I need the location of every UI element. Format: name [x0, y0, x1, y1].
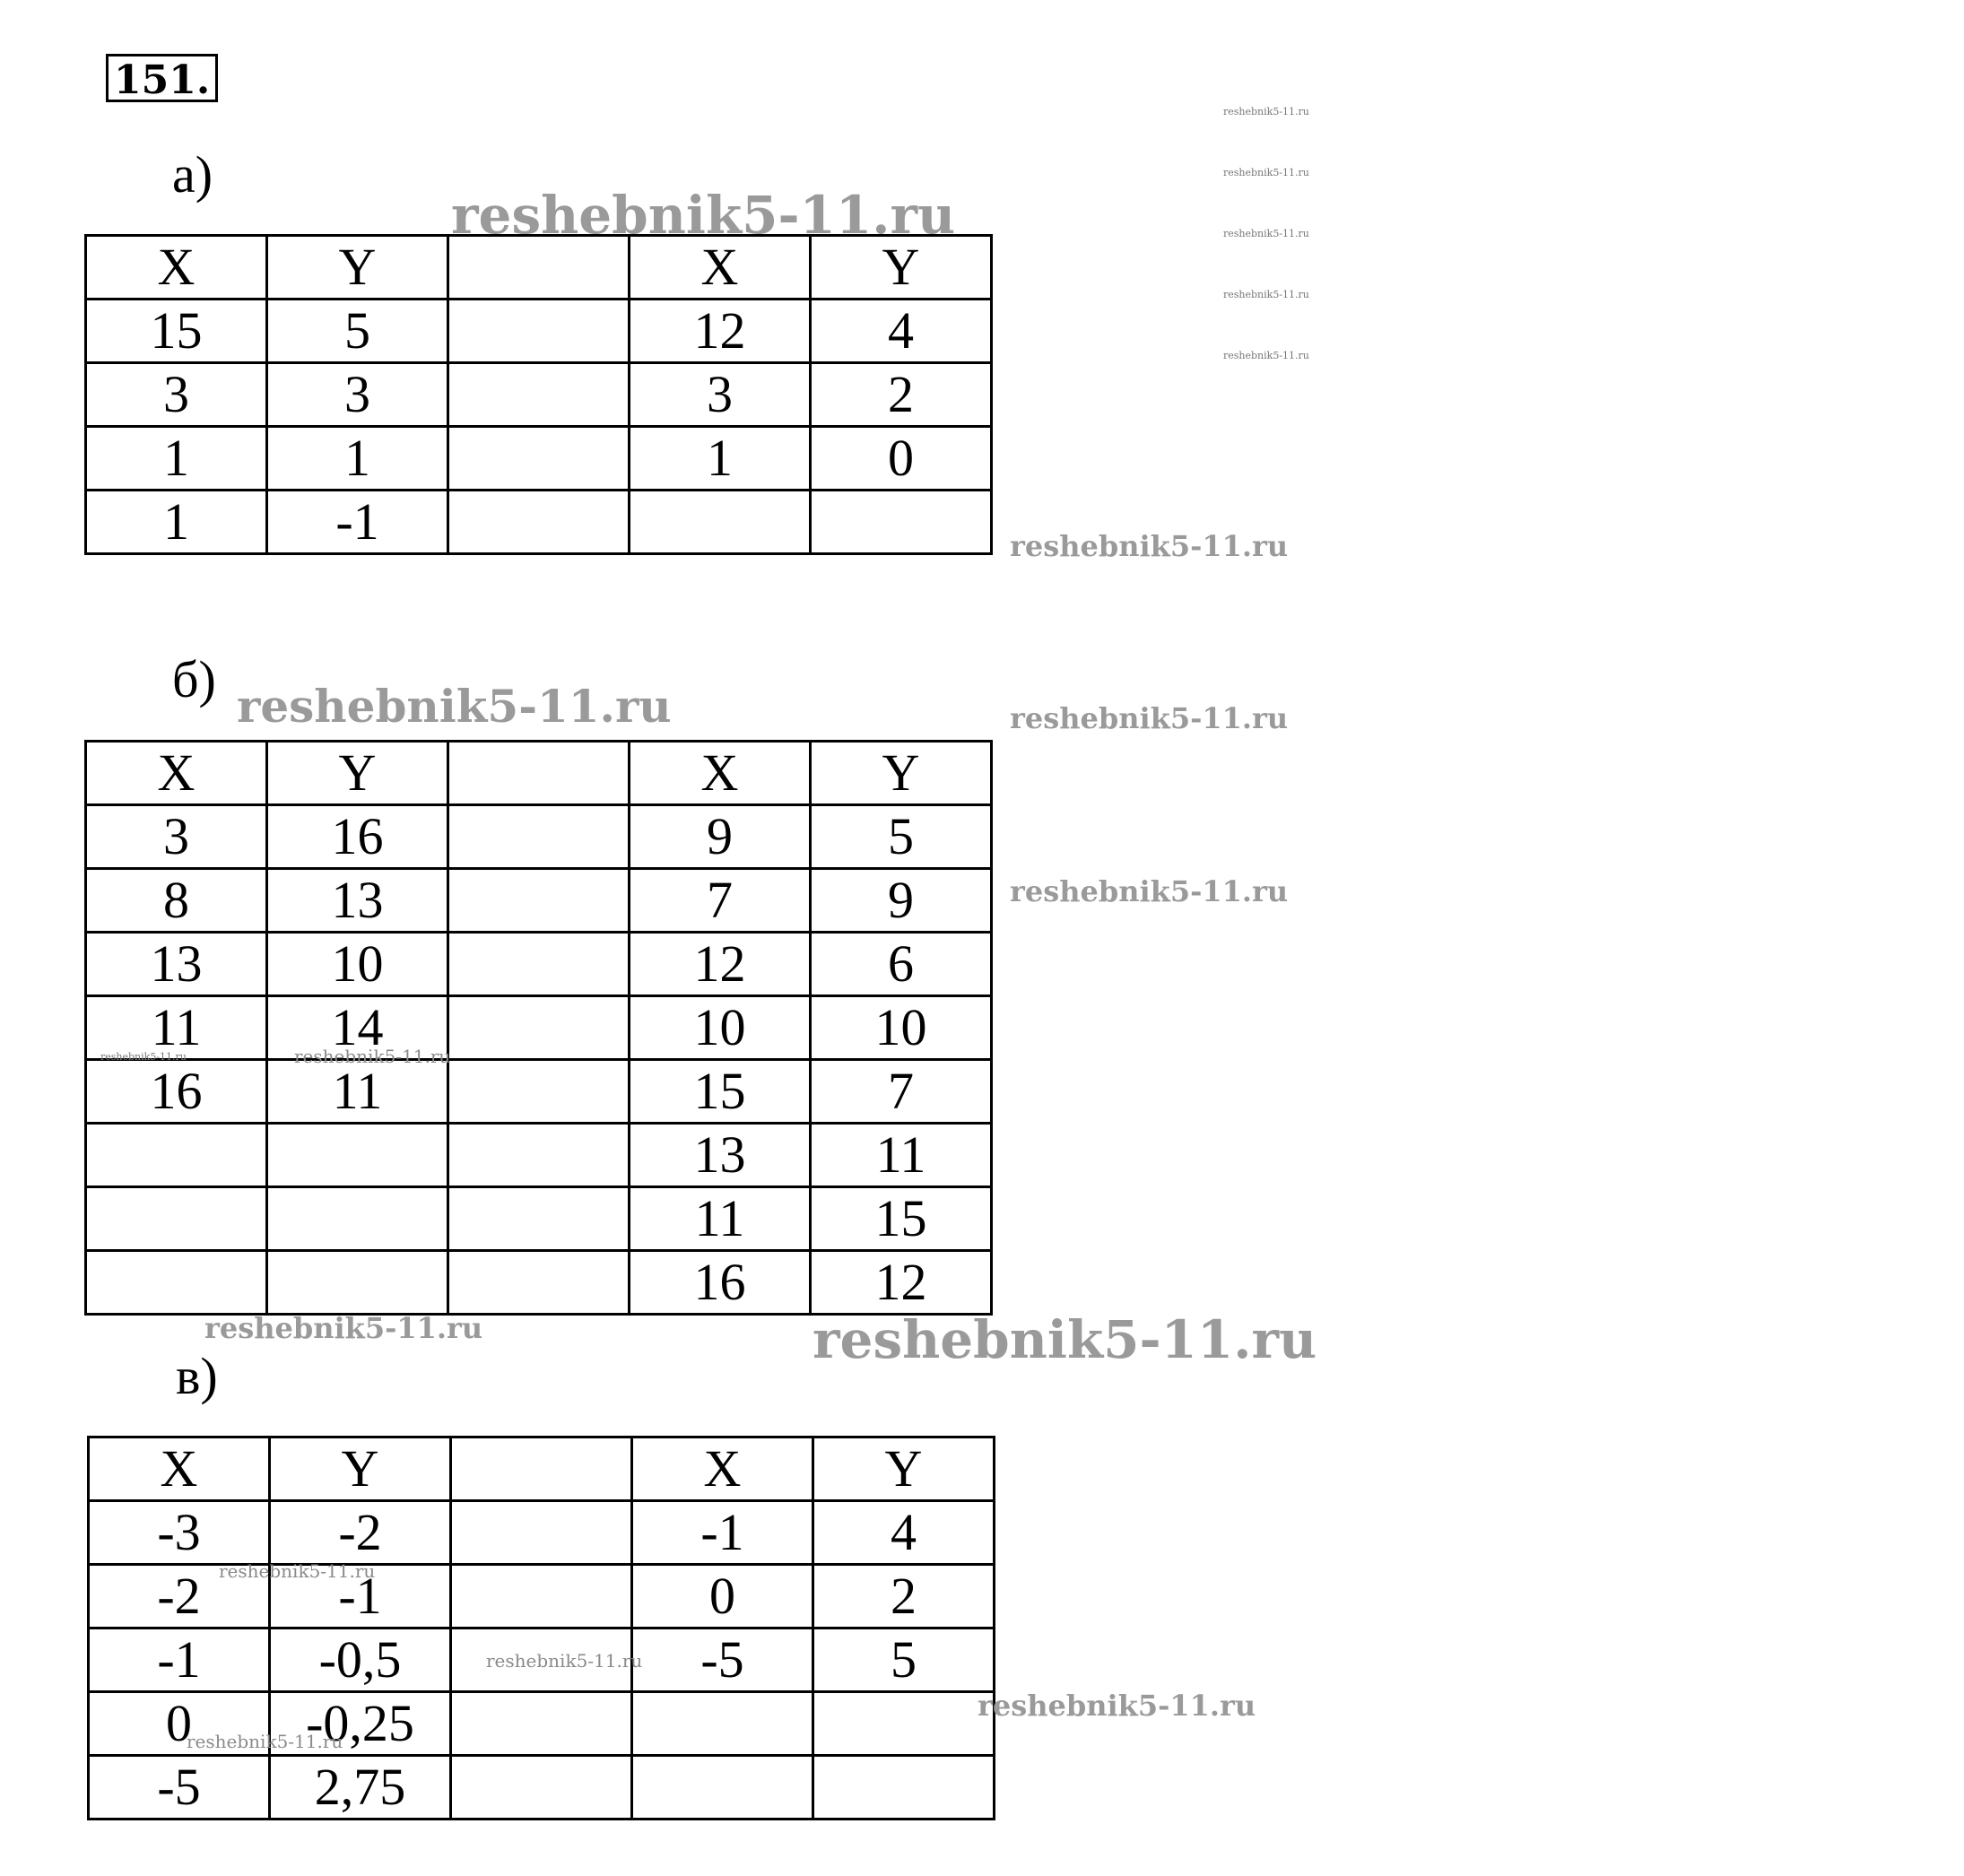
table-cell: [448, 1251, 630, 1315]
table-cell: 4: [813, 1501, 995, 1565]
part-label-b: б): [172, 650, 216, 708]
table-cell: 3: [86, 805, 267, 869]
table-cell: -2: [89, 1565, 270, 1628]
table-cell: 4: [811, 300, 992, 363]
table-header-cell: Y: [267, 742, 448, 805]
table-cell: [632, 1692, 813, 1756]
table-cell: [448, 491, 630, 554]
table-cell: -3: [89, 1501, 270, 1565]
table-cell: [448, 805, 630, 869]
table-cell: -5: [632, 1628, 813, 1692]
table-cell: 0: [89, 1692, 270, 1756]
table-row: [86, 1124, 992, 1187]
watermark: reshebnik5-11.ru: [1010, 529, 1289, 563]
table-row: [86, 491, 992, 554]
table-cell: [632, 1756, 813, 1820]
table-cell: 13: [86, 933, 267, 996]
table-cell: 9: [630, 805, 811, 869]
table-header-cell: X: [630, 742, 811, 805]
table-cell: 10: [811, 996, 992, 1060]
table-row: [89, 1501, 995, 1565]
watermark: reshebnik5-11.ru: [1223, 289, 1309, 300]
table-row: [89, 1756, 995, 1820]
watermark: reshebnik5-11.ru: [813, 1309, 1317, 1370]
table-cell: -1: [267, 491, 448, 554]
watermark: reshebnik5-11.ru: [1223, 167, 1309, 178]
table-cell: -0,25: [270, 1692, 451, 1756]
table-cell: 13: [267, 869, 448, 933]
table-cell: 12: [630, 300, 811, 363]
watermark: reshebnik5-11.ru: [1223, 228, 1309, 239]
watermark: reshebnik5-11.ru: [1010, 701, 1289, 735]
table-cell: 0: [632, 1565, 813, 1628]
table-cell: 2: [811, 363, 992, 427]
table-cell: [267, 1251, 448, 1315]
table-header-cell: X: [86, 236, 267, 300]
table-cell: 16: [630, 1251, 811, 1315]
table-cell: -5: [89, 1756, 270, 1820]
table-cell: 9: [811, 869, 992, 933]
table-v: [87, 1436, 995, 1820]
table-cell: [451, 1501, 632, 1565]
table-cell: -2: [270, 1501, 451, 1565]
table-cell: [86, 1124, 267, 1187]
table-cell: [451, 1692, 632, 1756]
table-cell: 15: [630, 1060, 811, 1124]
table-cell: [267, 1124, 448, 1187]
table-row: [86, 869, 992, 933]
table-cell: [630, 491, 811, 554]
table-cell: [448, 996, 630, 1060]
table-cell: [813, 1756, 995, 1820]
table-row: [86, 1060, 992, 1124]
table-header-cell: Y: [270, 1437, 451, 1501]
table-header-cell: Y: [813, 1437, 995, 1501]
table-cell: 14: [267, 996, 448, 1060]
table-cell: 16: [267, 805, 448, 869]
table-cell: 6: [811, 933, 992, 996]
watermark: reshebnik5-11.ru: [1223, 350, 1309, 361]
table-cell: -1: [89, 1628, 270, 1692]
table-cell: [448, 869, 630, 933]
table-cell: 2,75: [270, 1756, 451, 1820]
table-header-cell: Y: [811, 236, 992, 300]
table-header-cell: X: [86, 742, 267, 805]
watermark: reshebnik5-11.ru: [486, 1650, 643, 1672]
table-cell: 13: [630, 1124, 811, 1187]
table-row: [86, 300, 992, 363]
table-row: [86, 933, 992, 996]
table-cell: 7: [811, 1060, 992, 1124]
part-label-a: а): [172, 145, 213, 204]
table-cell: 12: [811, 1251, 992, 1315]
table-row: [86, 1187, 992, 1251]
watermark: reshebnik5-11.ru: [237, 680, 672, 733]
problem-number: 151.: [106, 54, 218, 102]
table-header-row: [86, 742, 992, 805]
table-cell: 16: [86, 1060, 267, 1124]
table-cell: 11: [811, 1124, 992, 1187]
table-cell: 5: [813, 1628, 995, 1692]
table-cell: 1: [630, 427, 811, 491]
table-cell: 15: [86, 300, 267, 363]
part-label-v: в): [176, 1347, 218, 1405]
table-cell: [86, 1251, 267, 1315]
table-cell: 0: [811, 427, 992, 491]
table-row: [86, 363, 992, 427]
table-cell: -1: [270, 1565, 451, 1628]
table-cell: [448, 363, 630, 427]
table-header-cell: Y: [267, 236, 448, 300]
table-cell: 11: [630, 1187, 811, 1251]
watermark: reshebnik5-11.ru: [1223, 106, 1309, 117]
table-cell: [811, 491, 992, 554]
table-cell: [451, 1565, 632, 1628]
table-header-row: [89, 1437, 995, 1501]
table-cell: [448, 300, 630, 363]
table-header-cell: [448, 742, 630, 805]
table-cell: 2: [813, 1565, 995, 1628]
watermark: reshebnik5-11.ru: [978, 1689, 1256, 1723]
table-header-cell: X: [632, 1437, 813, 1501]
table-cell: 15: [811, 1187, 992, 1251]
table-cell: 3: [86, 363, 267, 427]
watermark: reshebnik5-11.ru: [1010, 874, 1289, 908]
table-cell: [448, 933, 630, 996]
table-cell: 11: [86, 996, 267, 1060]
table-cell: [451, 1756, 632, 1820]
table-cell: [267, 1187, 448, 1251]
table-row: [86, 996, 992, 1060]
table-cell: [813, 1692, 995, 1756]
table-cell: 7: [630, 869, 811, 933]
table-cell: 5: [267, 300, 448, 363]
table-cell: [448, 1187, 630, 1251]
watermark: reshebnik5-11.ru: [204, 1311, 483, 1345]
watermark: reshebnik5-11.ru: [187, 1731, 343, 1752]
table-b: [84, 740, 993, 1316]
table-row: [86, 805, 992, 869]
table-cell: 3: [267, 363, 448, 427]
watermark: reshebnik5-11.ru: [294, 1046, 451, 1067]
table-header-cell: [451, 1437, 632, 1501]
table-header-cell: Y: [811, 742, 992, 805]
table-cell: 8: [86, 869, 267, 933]
watermark: reshebnik5-11.ru: [451, 185, 956, 246]
table-cell: 3: [630, 363, 811, 427]
table-cell: 11: [267, 1060, 448, 1124]
table-cell: 1: [86, 427, 267, 491]
table-cell: [86, 1187, 267, 1251]
table-header-cell: X: [89, 1437, 270, 1501]
table-row: [86, 1251, 992, 1315]
table-cell: 12: [630, 933, 811, 996]
table-cell: [448, 1060, 630, 1124]
table-header-cell: X: [630, 236, 811, 300]
table-cell: -0,5: [270, 1628, 451, 1692]
table-cell: [448, 1124, 630, 1187]
watermark: reshebnik5-11.ru: [100, 1051, 187, 1063]
table-cell: 1: [267, 427, 448, 491]
table-cell: 1: [86, 491, 267, 554]
table-cell: -1: [632, 1501, 813, 1565]
table-cell: 5: [811, 805, 992, 869]
table-cell: [448, 427, 630, 491]
watermark: reshebnik5-11.ru: [219, 1560, 376, 1582]
table-cell: 10: [267, 933, 448, 996]
table-a: [84, 234, 993, 555]
table-row: [86, 427, 992, 491]
table-cell: 10: [630, 996, 811, 1060]
